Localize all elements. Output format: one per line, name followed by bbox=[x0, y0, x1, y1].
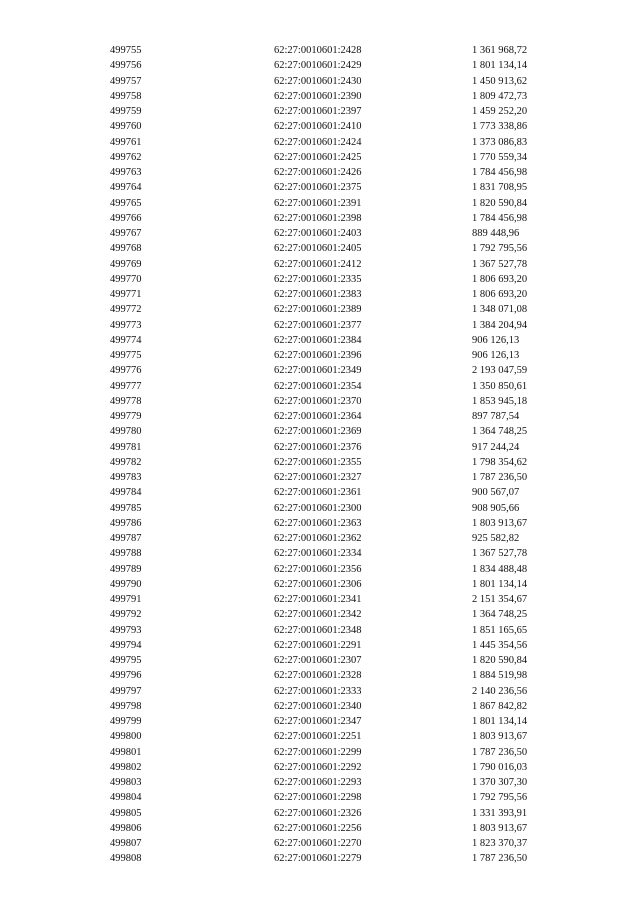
table-row bbox=[110, 546, 552, 561]
row-number-cell: 499796 bbox=[110, 670, 142, 682]
cadastral-number-cell: 62:27:0010601:2347 bbox=[274, 716, 362, 727]
cadastral-value-cell: 1 787 236,50 bbox=[472, 472, 528, 483]
cadastral-number-cell: 62:27:0010601:2376 bbox=[274, 441, 362, 453]
cadastral-value-cell: 1 784 456,98 bbox=[472, 167, 528, 178]
row-number-cell: 499787 bbox=[110, 533, 142, 544]
table-row bbox=[110, 592, 552, 607]
row-number-cell: 499798 bbox=[110, 700, 142, 712]
row-number-cell: 499758 bbox=[110, 90, 142, 102]
cadastral-number-cell: 62:27:0010601:2300 bbox=[274, 502, 362, 514]
row-number-cell: 499763 bbox=[110, 167, 142, 178]
row-number-cell: 499800 bbox=[110, 731, 142, 743]
row-number-cell: 499774 bbox=[110, 334, 142, 346]
cadastral-value-cell: 1 801 134,14 bbox=[472, 60, 528, 72]
row-number-cell: 499768 bbox=[110, 243, 142, 255]
table-row bbox=[110, 165, 552, 180]
cadastral-value-cell: 906 126,13 bbox=[472, 350, 520, 361]
cadastral-number-cell: 62:27:0010601:2425 bbox=[274, 151, 362, 163]
cadastral-value-cell: 1 770 559,34 bbox=[472, 151, 528, 163]
cadastral-number-cell: 62:27:0010601:2307 bbox=[274, 655, 362, 666]
cadastral-number-cell: 62:27:0010601:2364 bbox=[274, 411, 362, 422]
table-row bbox=[110, 363, 552, 378]
cadastral-number-cell: 62:27:0010601:2298 bbox=[274, 792, 362, 804]
table-row bbox=[110, 104, 552, 119]
table-row bbox=[110, 668, 552, 683]
row-number-cell: 499788 bbox=[110, 548, 142, 560]
row-number-cell: 499786 bbox=[110, 517, 142, 529]
cadastral-number-cell: 62:27:0010601:2363 bbox=[274, 517, 362, 529]
table-row bbox=[110, 745, 552, 760]
table-row bbox=[110, 333, 552, 348]
row-number-cell: 499769 bbox=[110, 258, 142, 270]
row-number-cell: 499797 bbox=[110, 685, 142, 697]
cadastral-number-cell: 62:27:0010601:2403 bbox=[274, 228, 362, 239]
cadastral-number-cell: 62:27:0010601:2251 bbox=[274, 731, 362, 743]
cadastral-number-cell: 62:27:0010601:2279 bbox=[274, 853, 362, 865]
cadastral-value-cell: 1 834 488,48 bbox=[472, 563, 528, 575]
cadastral-value-cell: 2 193 047,59 bbox=[472, 365, 528, 377]
cadastral-number-cell: 62:27:0010601:2383 bbox=[274, 289, 362, 300]
row-number-cell: 499772 bbox=[110, 304, 142, 316]
table-row bbox=[110, 379, 552, 394]
cadastral-value-cell: 2 151 354,67 bbox=[472, 594, 528, 605]
cadastral-value-cell: 889 448,96 bbox=[472, 228, 520, 239]
row-number-cell: 499757 bbox=[110, 75, 142, 87]
table-row bbox=[110, 119, 552, 134]
table-row bbox=[110, 653, 552, 668]
table-row bbox=[110, 806, 552, 821]
row-number-cell: 499767 bbox=[110, 228, 142, 239]
cadastral-value-cell: 1 384 204,94 bbox=[472, 319, 528, 331]
cadastral-number-cell: 62:27:0010601:2398 bbox=[274, 212, 362, 224]
cadastral-value-cell: 1 367 527,78 bbox=[472, 258, 528, 270]
cadastral-value-cell: 1 364 748,25 bbox=[472, 609, 528, 621]
row-number-cell: 499776 bbox=[110, 365, 142, 377]
table-row bbox=[110, 409, 552, 424]
cadastral-value-cell: 1 851 165,65 bbox=[472, 624, 528, 636]
cadastral-number-cell: 62:27:0010601:2410 bbox=[274, 121, 362, 133]
cadastral-value-cell: 1 792 795,56 bbox=[472, 792, 528, 804]
cadastral-value-cell: 1 459 252,20 bbox=[472, 106, 528, 117]
table-row bbox=[110, 302, 552, 317]
table-row bbox=[110, 760, 552, 775]
cadastral-value-cell: 1 792 795,56 bbox=[472, 243, 528, 255]
table-row bbox=[110, 135, 552, 150]
row-number-cell: 499773 bbox=[110, 319, 142, 331]
cadastral-value-cell: 1 450 913,62 bbox=[472, 75, 528, 87]
cadastral-number-cell: 62:27:0010601:2397 bbox=[274, 106, 362, 117]
cadastral-number-cell: 62:27:0010601:2342 bbox=[274, 609, 362, 621]
table-row bbox=[110, 348, 552, 363]
row-number-cell: 499762 bbox=[110, 151, 142, 163]
table-row bbox=[110, 455, 552, 470]
table-row bbox=[110, 714, 552, 729]
row-number-cell: 499799 bbox=[110, 716, 142, 727]
table-row bbox=[110, 562, 552, 577]
cadastral-value-cell: 1 853 945,18 bbox=[472, 395, 528, 407]
table-row bbox=[110, 729, 552, 744]
cadastral-number-cell: 62:27:0010601:2355 bbox=[274, 456, 362, 468]
row-number-cell: 499792 bbox=[110, 609, 142, 621]
cadastral-number-cell: 62:27:0010601:2369 bbox=[274, 426, 362, 438]
cadastral-number-cell: 62:27:0010601:2405 bbox=[274, 243, 362, 255]
cadastral-number-cell: 62:27:0010601:2335 bbox=[274, 273, 362, 285]
table-row bbox=[110, 485, 552, 500]
row-number-cell: 499806 bbox=[110, 822, 142, 834]
table-row bbox=[110, 241, 552, 256]
cadastral-number-cell: 62:27:0010601:2412 bbox=[274, 258, 362, 270]
row-number-cell: 499756 bbox=[110, 60, 142, 72]
cadastral-value-cell: 1 361 968,72 bbox=[472, 45, 528, 56]
cadastral-value-cell: 1 798 354,62 bbox=[472, 456, 528, 468]
row-number-cell: 499775 bbox=[110, 350, 142, 361]
row-number-cell: 499805 bbox=[110, 807, 142, 819]
row-number-cell: 499794 bbox=[110, 639, 142, 651]
row-number-cell: 499785 bbox=[110, 502, 142, 514]
row-number-cell: 499801 bbox=[110, 746, 142, 758]
cadastral-number-cell: 62:27:0010601:2327 bbox=[274, 472, 362, 483]
row-number-cell: 499761 bbox=[110, 136, 142, 148]
row-number-cell: 499780 bbox=[110, 426, 142, 438]
cadastral-number-cell: 62:27:0010601:2429 bbox=[274, 60, 362, 72]
cadastral-value-cell: 1 790 016,03 bbox=[472, 761, 528, 773]
cadastral-value-cell: 1 820 590,84 bbox=[472, 197, 528, 209]
cadastral-number-cell: 62:27:0010601:2349 bbox=[274, 365, 362, 377]
table-row bbox=[110, 623, 552, 638]
row-number-cell: 499807 bbox=[110, 838, 142, 849]
cadastral-value-cell: 1 331 393,91 bbox=[472, 807, 528, 819]
cadastral-value-cell: 1 867 842,82 bbox=[472, 700, 528, 712]
row-number-cell: 499777 bbox=[110, 380, 142, 392]
cadastral-value-cell: 1 445 354,56 bbox=[472, 639, 528, 651]
cadastral-number-cell: 62:27:0010601:2334 bbox=[274, 548, 362, 560]
cadastral-value-cell: 1 787 236,50 bbox=[472, 746, 528, 758]
row-number-cell: 499793 bbox=[110, 624, 142, 636]
cadastral-number-cell: 62:27:0010601:2430 bbox=[274, 75, 362, 87]
cadastral-number-cell: 62:27:0010601:2299 bbox=[274, 746, 362, 758]
table-row bbox=[110, 577, 552, 592]
cadastral-value-cell: 908 905,66 bbox=[472, 502, 520, 514]
cadastral-value-cell: 925 582,82 bbox=[472, 533, 520, 544]
table-row bbox=[110, 775, 552, 790]
row-number-cell: 499766 bbox=[110, 212, 142, 224]
cadastral-number-cell: 62:27:0010601:2293 bbox=[274, 777, 362, 788]
row-number-cell: 499803 bbox=[110, 777, 142, 788]
cadastral-value-cell: 1 803 913,67 bbox=[472, 517, 528, 529]
row-number-cell: 499784 bbox=[110, 487, 142, 499]
cadastral-value-cell: 1 806 693,20 bbox=[472, 273, 528, 285]
row-number-cell: 499771 bbox=[110, 289, 142, 300]
cadastral-value-cell: 1 823 370,37 bbox=[472, 838, 528, 849]
cadastral-value-cell: 1 784 456,98 bbox=[472, 212, 528, 224]
row-number-cell: 499755 bbox=[110, 45, 142, 56]
cadastral-number-cell: 62:27:0010601:2361 bbox=[274, 487, 362, 499]
cadastral-value-cell: 917 244,24 bbox=[472, 441, 520, 453]
row-number-cell: 499804 bbox=[110, 792, 142, 804]
row-number-cell: 499783 bbox=[110, 472, 142, 483]
cadastral-number-cell: 62:27:0010601:2377 bbox=[274, 319, 362, 331]
table-row bbox=[110, 501, 552, 516]
cadastral-number-cell: 62:27:0010601:2362 bbox=[274, 533, 362, 544]
row-number-cell: 499808 bbox=[110, 853, 142, 865]
cadastral-number-cell: 62:27:0010601:2341 bbox=[274, 594, 362, 605]
cadastral-number-cell: 62:27:0010601:2333 bbox=[274, 685, 362, 697]
cadastral-number-cell: 62:27:0010601:2424 bbox=[274, 136, 362, 148]
cadastral-number-cell: 62:27:0010601:2348 bbox=[274, 624, 362, 636]
row-number-cell: 499802 bbox=[110, 761, 142, 773]
row-number-cell: 499760 bbox=[110, 121, 142, 133]
cadastral-number-cell: 62:27:0010601:2391 bbox=[274, 197, 362, 209]
table-row bbox=[110, 211, 552, 226]
cadastral-value-cell: 1 803 913,67 bbox=[472, 731, 528, 743]
table-row bbox=[110, 684, 552, 699]
cadastral-value-cell: 1 773 338,86 bbox=[472, 121, 528, 133]
table-row bbox=[110, 89, 552, 104]
cadastral-number-cell: 62:27:0010601:2428 bbox=[274, 45, 362, 56]
table-row bbox=[110, 272, 552, 287]
cadastral-value-cell: 1 806 693,20 bbox=[472, 289, 528, 300]
table-row bbox=[110, 851, 552, 866]
table-row bbox=[110, 257, 552, 272]
row-number-cell: 499759 bbox=[110, 106, 142, 117]
row-number-cell: 499765 bbox=[110, 197, 142, 209]
table-row bbox=[110, 638, 552, 653]
cadastral-value-cell: 1 370 307,30 bbox=[472, 777, 528, 788]
cadastral-number-cell: 62:27:0010601:2306 bbox=[274, 578, 362, 590]
cadastral-number-cell: 62:27:0010601:2328 bbox=[274, 670, 362, 682]
cadastral-value-cell: 897 787,54 bbox=[472, 411, 520, 422]
cadastral-number-cell: 62:27:0010601:2384 bbox=[274, 334, 362, 346]
row-number-cell: 499795 bbox=[110, 655, 142, 666]
table-row bbox=[110, 318, 552, 333]
table-row bbox=[110, 180, 552, 195]
table-row bbox=[110, 821, 552, 836]
cadastral-value-cell: 906 126,13 bbox=[472, 334, 520, 346]
row-number-cell: 499789 bbox=[110, 563, 142, 575]
table-row bbox=[110, 836, 552, 851]
cadastral-value-cell: 1 801 134,14 bbox=[472, 578, 528, 590]
cadastral-number-cell: 62:27:0010601:2370 bbox=[274, 395, 362, 407]
table-body bbox=[110, 43, 552, 867]
cadastral-number-cell: 62:27:0010601:2426 bbox=[274, 167, 362, 178]
cadastral-number-cell: 62:27:0010601:2292 bbox=[274, 761, 362, 773]
cadastral-value-cell: 1 884 519,98 bbox=[472, 670, 528, 682]
table-row bbox=[110, 607, 552, 622]
data-table bbox=[110, 43, 552, 867]
cadastral-number-cell: 62:27:0010601:2390 bbox=[274, 90, 362, 102]
cadastral-value-cell: 1 373 086,83 bbox=[472, 136, 528, 148]
cadastral-value-cell: 1 831 708,95 bbox=[472, 182, 528, 194]
cadastral-value-cell: 1 348 071,08 bbox=[472, 304, 528, 316]
table-row bbox=[110, 58, 552, 73]
row-number-cell: 499782 bbox=[110, 456, 142, 468]
cadastral-value-cell: 1 787 236,50 bbox=[472, 853, 528, 865]
row-number-cell: 499778 bbox=[110, 395, 142, 407]
cadastral-value-cell: 1 367 527,78 bbox=[472, 548, 528, 560]
table-row bbox=[110, 196, 552, 211]
cadastral-number-cell: 62:27:0010601:2375 bbox=[274, 182, 362, 194]
cadastral-number-cell: 62:27:0010601:2356 bbox=[274, 563, 362, 575]
cadastral-value-cell: 900 567,07 bbox=[472, 487, 520, 499]
cadastral-number-cell: 62:27:0010601:2291 bbox=[274, 639, 362, 651]
cadastral-number-cell: 62:27:0010601:2389 bbox=[274, 304, 362, 316]
table-row bbox=[110, 470, 552, 485]
cadastral-value-cell: 1 350 850,61 bbox=[472, 380, 528, 392]
cadastral-value-cell: 1 820 590,84 bbox=[472, 655, 528, 666]
table-row bbox=[110, 424, 552, 439]
cadastral-value-cell: 1 801 134,14 bbox=[472, 716, 528, 727]
cadastral-value-cell: 1 809 472,73 bbox=[472, 90, 528, 102]
cadastral-value-cell: 1 364 748,25 bbox=[472, 426, 528, 438]
row-number-cell: 499790 bbox=[110, 578, 142, 590]
cadastral-number-cell: 62:27:0010601:2256 bbox=[274, 822, 362, 834]
row-number-cell: 499764 bbox=[110, 182, 142, 194]
table-row bbox=[110, 394, 552, 409]
cadastral-value-cell: 1 803 913,67 bbox=[472, 822, 528, 834]
table-row bbox=[110, 43, 552, 58]
row-number-cell: 499779 bbox=[110, 411, 142, 422]
cadastral-number-cell: 62:27:0010601:2326 bbox=[274, 807, 362, 819]
table-row bbox=[110, 226, 552, 241]
row-number-cell: 499781 bbox=[110, 441, 142, 453]
cadastral-number-cell: 62:27:0010601:2270 bbox=[274, 838, 362, 849]
table-row bbox=[110, 516, 552, 531]
row-number-cell: 499770 bbox=[110, 273, 142, 285]
table-row bbox=[110, 150, 552, 165]
table-row bbox=[110, 440, 552, 455]
table-row bbox=[110, 699, 552, 714]
row-number-cell: 499791 bbox=[110, 594, 142, 605]
cadastral-number-cell: 62:27:0010601:2340 bbox=[274, 700, 362, 712]
cadastral-value-cell: 2 140 236,56 bbox=[472, 685, 528, 697]
cadastral-number-cell: 62:27:0010601:2354 bbox=[274, 380, 362, 392]
table-row bbox=[110, 74, 552, 89]
table-row bbox=[110, 287, 552, 302]
table-row bbox=[110, 531, 552, 546]
table-row bbox=[110, 790, 552, 805]
cadastral-number-cell: 62:27:0010601:2396 bbox=[274, 350, 362, 361]
